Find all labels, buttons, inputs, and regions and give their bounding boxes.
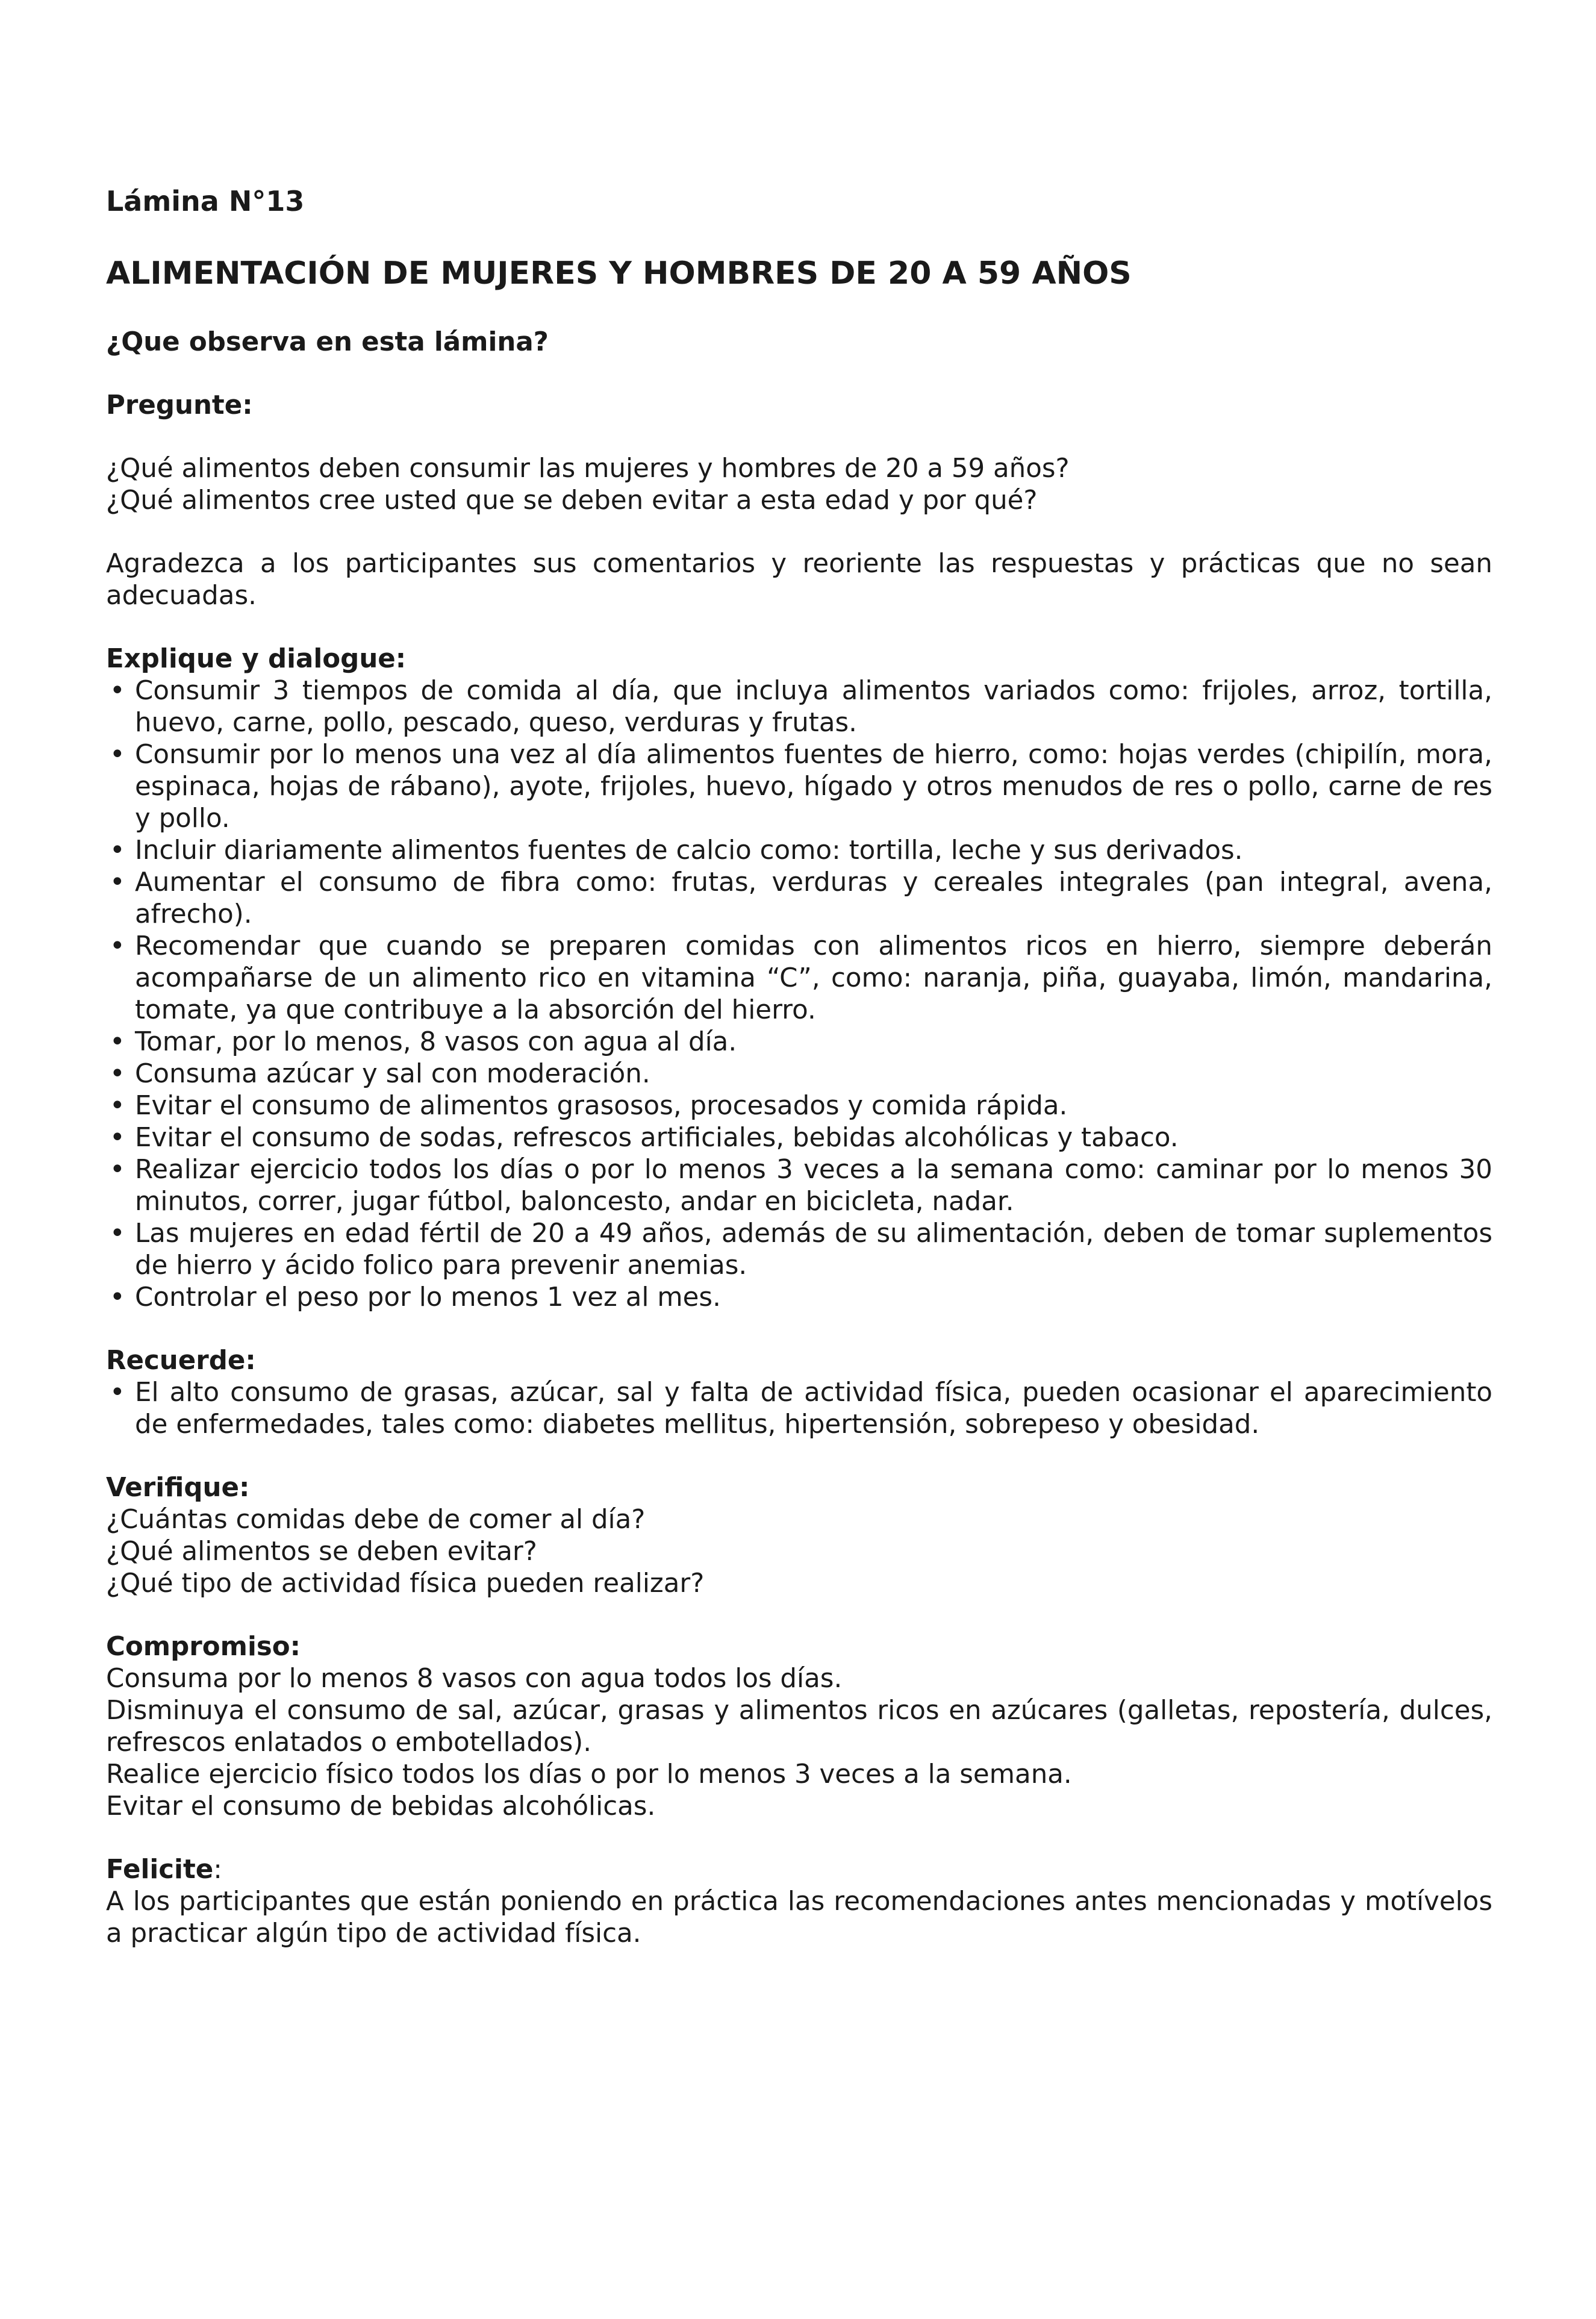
list-item-text: El alto consumo de grasas, azúcar, sal y falta de actividad física, pueden ocasionar el aparecimiento de enfermedades, tales como: diabetes mellitus, hipertensión, sobrepeso y obesidad. bbox=[135, 1378, 1492, 1440]
list-item-text: Aumentar el consumo de fibra como: frutas, verduras y cereales integrales (pan integral, avena, afrecho). bbox=[135, 867, 1492, 929]
list-item bbox=[106, 1058, 1492, 1090]
list-item bbox=[106, 931, 1492, 1026]
verify-line: ¿Qué tipo de actividad física pueden realizar? bbox=[106, 1568, 705, 1599]
bullet-icon: • bbox=[110, 1378, 125, 1408]
plate-label: Lámina N°13 bbox=[106, 185, 305, 217]
list-item bbox=[106, 1218, 1492, 1282]
bullet-icon: • bbox=[110, 867, 125, 897]
commitment-line: Disminuya el consumo de sal, azúcar, grasas y alimentos ricos en azúcares (galletas, repostería, dulces, refrescos enlatados o embotellados). bbox=[106, 1696, 1492, 1758]
list-item-text: Evitar el consumo de sodas, refrescos artificiales, bebidas alcohólicas y tabaco. bbox=[135, 1123, 1179, 1153]
verify-heading: Verifique: bbox=[106, 1473, 250, 1503]
explain-heading: Explique y dialogue: bbox=[106, 644, 407, 674]
commitment-line: Evitar el consumo de bebidas alcohólicas. bbox=[106, 1791, 656, 1821]
bullet-icon: • bbox=[110, 1059, 125, 1089]
list-item-text: Controlar el peso por lo menos 1 vez al mes. bbox=[135, 1282, 721, 1312]
list-item bbox=[106, 1090, 1492, 1122]
commitment-heading: Compromiso: bbox=[106, 1632, 301, 1662]
explain-list bbox=[106, 675, 1492, 1314]
list-item bbox=[106, 1026, 1492, 1058]
ask-heading: Pregunte: bbox=[106, 390, 253, 420]
verify-line: ¿Cuántas comidas debe de comer al día? bbox=[106, 1505, 646, 1535]
remember-list bbox=[106, 1377, 1492, 1441]
congratulate-heading-row bbox=[106, 1854, 1492, 1886]
list-item-text: Realizar ejercicio todos los días o por lo menos 3 veces a la semana como: caminar por lo menos 30 minutos, correr, jugar fútbol, baloncesto, andar en bicicleta, nadar. bbox=[135, 1155, 1492, 1217]
list-item bbox=[106, 1154, 1492, 1218]
observe-question: ¿Que observa en esta lámina? bbox=[106, 327, 549, 357]
congratulate-text: A los participantes que están poniendo en práctica las recomendaciones antes mencionadas y motívelos a practicar algún tipo de actividad física. bbox=[106, 1887, 1492, 1949]
congratulate-heading: Felicite bbox=[106, 1855, 214, 1885]
bullet-icon: • bbox=[110, 740, 125, 770]
bullet-icon: • bbox=[110, 1091, 125, 1121]
list-item bbox=[106, 1122, 1492, 1154]
ask-line: ¿Qué alimentos deben consumir las mujeres y hombres de 20 a 59 años? bbox=[106, 454, 1070, 484]
bullet-icon: • bbox=[110, 1282, 125, 1312]
bullet-icon: • bbox=[110, 1027, 125, 1057]
document-page bbox=[106, 184, 1492, 1950]
commitment-line: Realice ejercicio físico todos los días o por lo menos 3 veces a la semana. bbox=[106, 1759, 1072, 1790]
list-item bbox=[106, 1377, 1492, 1441]
bullet-icon: • bbox=[110, 676, 125, 706]
ask-line: ¿Qué alimentos cree usted que se deben evitar a esta edad y por qué? bbox=[106, 485, 1038, 516]
list-item bbox=[106, 867, 1492, 931]
list-item-text: Consuma azúcar y sal con moderación. bbox=[135, 1059, 650, 1089]
verify-line: ¿Qué alimentos se deben evitar? bbox=[106, 1537, 537, 1567]
list-item bbox=[106, 739, 1492, 835]
list-item-text: Las mujeres en edad fértil de 20 a 49 años, además de su alimentación, deben de tomar suplementos de hierro y ácido folico para prevenir anemias. bbox=[135, 1219, 1492, 1281]
page-title: ALIMENTACIÓN DE MUJERES Y HOMBRES DE 20 A 59 AÑOS bbox=[106, 255, 1132, 292]
remember-heading: Recuerde: bbox=[106, 1346, 256, 1376]
list-item bbox=[106, 675, 1492, 739]
bullet-icon: • bbox=[110, 1123, 125, 1153]
commitment-line: Consuma por lo menos 8 vasos con agua todos los días. bbox=[106, 1664, 843, 1694]
bullet-icon: • bbox=[110, 931, 125, 961]
bullet-icon: • bbox=[110, 1155, 125, 1185]
list-item-text: Consumir por lo menos una vez al día alimentos fuentes de hierro, como: hojas verdes (chipilín, mora, espinaca, hojas de rábano), ayote, frijoles, huevo, hígado y otros menudos de res o pollo, carne de res y pollo. bbox=[135, 740, 1492, 834]
list-item bbox=[106, 835, 1492, 867]
bullet-icon: • bbox=[110, 1219, 125, 1249]
list-item bbox=[106, 1282, 1492, 1314]
list-item-text: Evitar el consumo de alimentos grasosos, procesados y comida rápida. bbox=[135, 1091, 1068, 1121]
list-item-text: Tomar, por lo menos, 8 vasos con agua al día. bbox=[135, 1027, 737, 1057]
list-item-text: Consumir 3 tiempos de comida al día, que incluya alimentos variados como: frijoles, arroz, tortilla, huevo, carne, pollo, pescado, queso, verduras y frutas. bbox=[135, 676, 1492, 738]
congratulate-colon: : bbox=[213, 1855, 222, 1885]
thanks-paragraph: Agradezca a los participantes sus comentarios y reoriente las respuestas y prácticas que no sean adecuadas. bbox=[106, 549, 1492, 611]
list-item-text: Incluir diariamente alimentos fuentes de calcio como: tortilla, leche y sus derivados. bbox=[135, 835, 1243, 866]
bullet-icon: • bbox=[110, 835, 125, 866]
list-item-text: Recomendar que cuando se preparen comidas con alimentos ricos en hierro, siempre deberán acompañarse de un alimento rico en vitamina “C”, como: naranja, piña, guayaba, limón, mandarina, tomate, ya que contribuye a la absorción del hierro. bbox=[135, 931, 1492, 1025]
